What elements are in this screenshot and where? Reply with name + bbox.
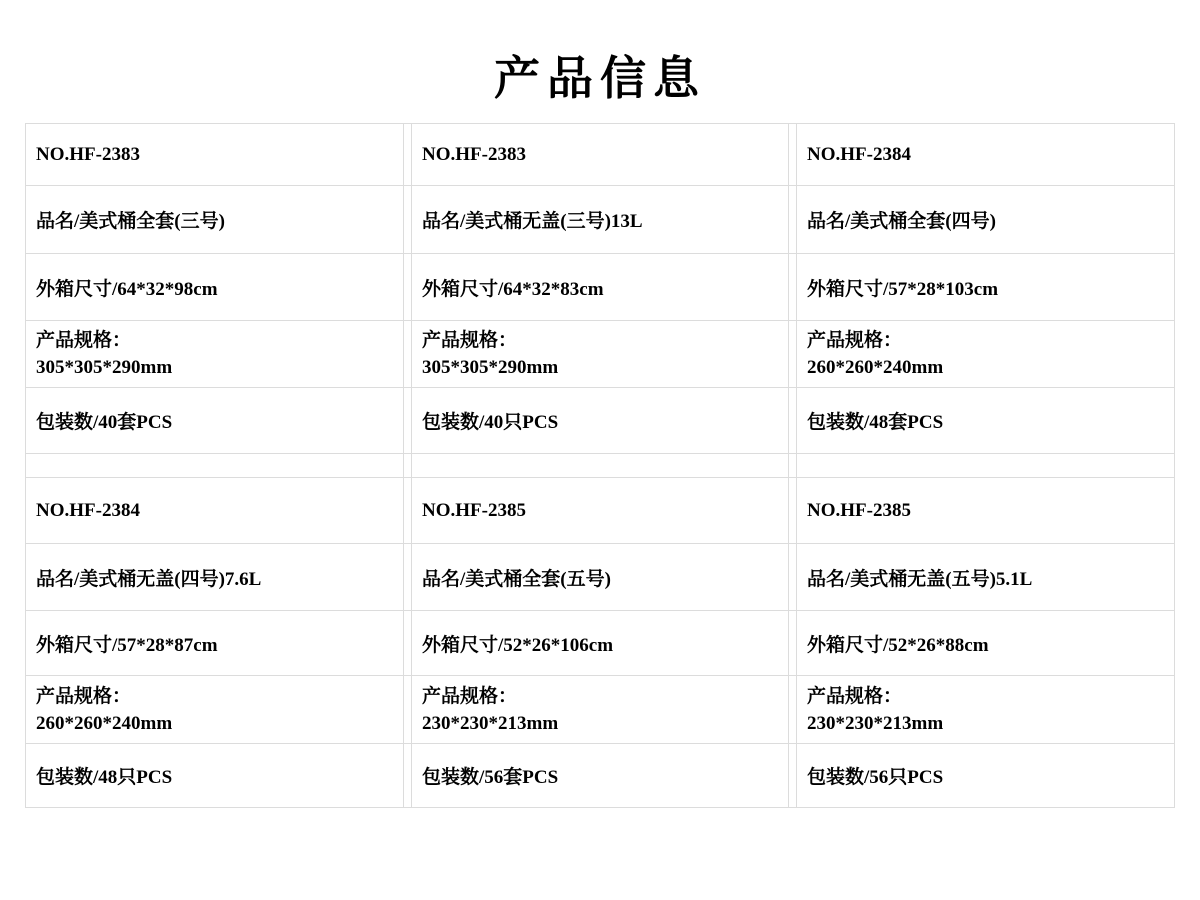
product-name-cell: 品名/美式桶全套(三号) <box>26 186 404 254</box>
product-name-cell: 品名/美式桶全套(五号) <box>412 544 789 611</box>
page-title: 产品信息 <box>494 51 706 105</box>
spacer-cell <box>404 186 412 254</box>
table-row <box>26 186 1175 254</box>
spacer-cell <box>789 544 797 611</box>
product-no-cell: NO.HF-2383 <box>412 124 789 186</box>
product-no-cell: NO.HF-2384 <box>797 124 1175 186</box>
spacer-cell <box>404 388 412 454</box>
spacer-cell <box>404 254 412 321</box>
product-spec-cell <box>412 676 789 744</box>
spec-value: 305*305*290mm <box>36 357 173 378</box>
spec-value: 230*230*213mm <box>422 712 559 734</box>
spec-label: 产品规格： <box>422 330 518 351</box>
table-row <box>26 744 1175 808</box>
spec-label: 产品规格： <box>807 330 903 351</box>
product-spec-cell <box>412 321 789 388</box>
table-row <box>26 676 1175 744</box>
spec-value: 230*230*213mm <box>807 712 944 734</box>
spec-value: 305*305*290mm <box>422 357 559 378</box>
spacer-cell <box>412 454 789 478</box>
spacer-cell <box>789 254 797 321</box>
spacer-cell <box>404 454 412 478</box>
product-no-cell: NO.HF-2384 <box>26 478 404 544</box>
spec-label: 产品规格： <box>36 685 132 707</box>
table-row <box>26 254 1175 321</box>
product-info-table <box>25 123 1175 808</box>
spacer-cell <box>26 454 404 478</box>
table-row <box>26 611 1175 676</box>
pack-qty-cell: 包装数/40只PCS <box>412 388 789 454</box>
spec-value: 260*260*240mm <box>807 357 944 378</box>
carton-size-cell: 外箱尺寸/52*26*106cm <box>412 611 789 676</box>
spacer-cell <box>789 454 797 478</box>
spacer-cell <box>404 544 412 611</box>
spacer-cell <box>404 124 412 186</box>
product-name-cell: 品名/美式桶无盖(五号)5.1L <box>797 544 1175 611</box>
product-spec-cell <box>797 321 1175 388</box>
spacer-cell <box>789 478 797 544</box>
pack-qty-cell: 包装数/56只PCS <box>797 744 1175 808</box>
pack-qty-cell: 包装数/48套PCS <box>797 388 1175 454</box>
carton-size-cell: 外箱尺寸/64*32*83cm <box>412 254 789 321</box>
table-row <box>26 478 1175 544</box>
product-spec-cell <box>797 676 1175 744</box>
spacer-cell <box>404 611 412 676</box>
product-no-cell: NO.HF-2383 <box>26 124 404 186</box>
pack-qty-cell: 包装数/56套PCS <box>412 744 789 808</box>
spacer-cell <box>404 321 412 388</box>
table-row <box>26 321 1175 388</box>
spacer-cell <box>789 321 797 388</box>
spacer-cell <box>404 478 412 544</box>
spacer-cell <box>797 454 1175 478</box>
spec-label: 产品规格： <box>36 330 132 351</box>
spacer-cell <box>789 124 797 186</box>
product-name-cell: 品名/美式桶无盖(四号)7.6L <box>26 544 404 611</box>
spacer-cell <box>789 744 797 808</box>
spacer-cell <box>789 611 797 676</box>
product-name-cell: 品名/美式桶全套(四号) <box>797 186 1175 254</box>
spacer-cell <box>404 744 412 808</box>
spacer-cell <box>789 388 797 454</box>
product-no-cell: NO.HF-2385 <box>797 478 1175 544</box>
spacer-row <box>26 454 1175 478</box>
spec-value: 260*260*240mm <box>36 712 173 734</box>
product-no-cell: NO.HF-2385 <box>412 478 789 544</box>
product-spec-cell <box>26 676 404 744</box>
product-name-cell: 品名/美式桶无盖(三号)13L <box>412 186 789 254</box>
spacer-cell <box>789 676 797 744</box>
carton-size-cell: 外箱尺寸/57*28*87cm <box>26 611 404 676</box>
spacer-cell <box>789 186 797 254</box>
carton-size-cell: 外箱尺寸/64*32*98cm <box>26 254 404 321</box>
pack-qty-cell: 包装数/48只PCS <box>26 744 404 808</box>
spec-label: 产品规格： <box>422 685 518 707</box>
product-spec-cell <box>26 321 404 388</box>
spacer-cell <box>404 676 412 744</box>
carton-size-cell: 外箱尺寸/57*28*103cm <box>797 254 1175 321</box>
spec-label: 产品规格： <box>807 685 903 707</box>
table-row <box>26 544 1175 611</box>
carton-size-cell: 外箱尺寸/52*26*88cm <box>797 611 1175 676</box>
table-row <box>26 388 1175 454</box>
pack-qty-cell: 包装数/40套PCS <box>26 388 404 454</box>
table-row <box>26 124 1175 186</box>
